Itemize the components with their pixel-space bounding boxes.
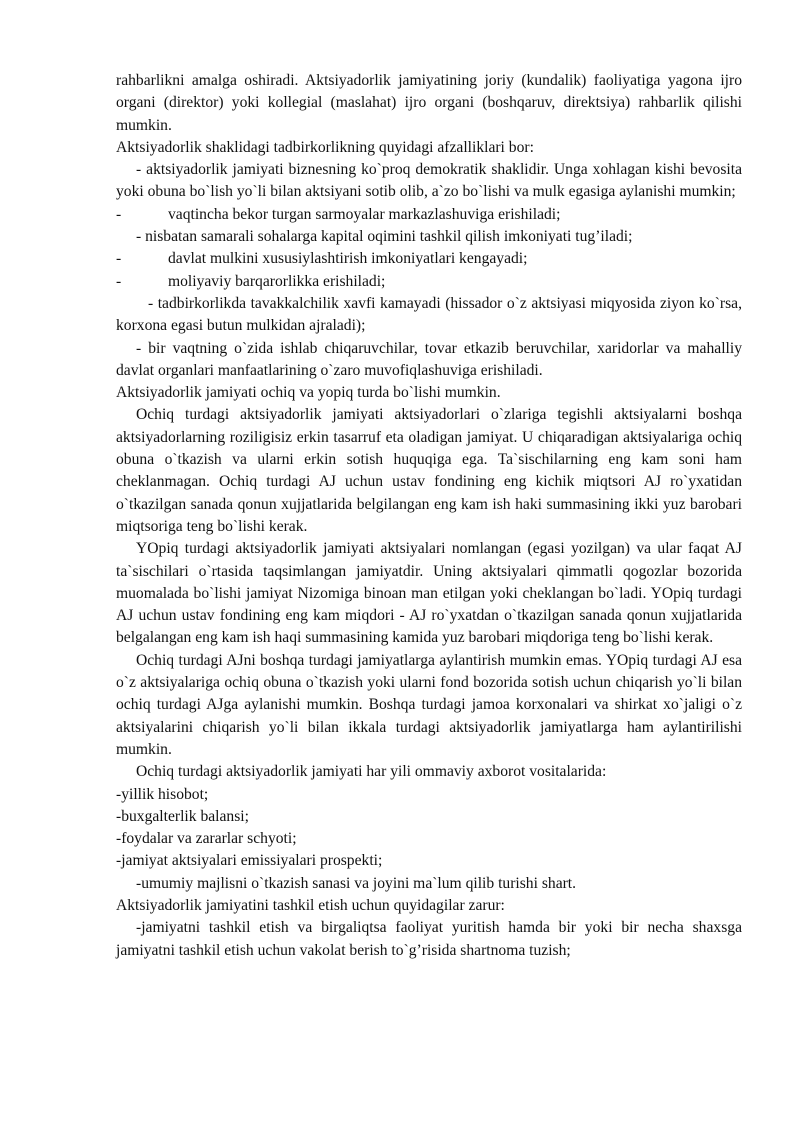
- advantage-item-capital: [116, 204, 742, 226]
- advantage-text: moliyaviy barqarorlikka erishiladi;: [168, 272, 386, 290]
- advantage-text: davlat mulkini xususiylashtirish imkoniyatlari kengayadi;: [168, 250, 528, 268]
- list-dash: -: [116, 272, 122, 290]
- disclosure-item-prospectus: -jamiyat aktsiyalari emissiyalari prospekti;: [116, 852, 383, 870]
- advantage-item-democratic: - aktsiyadorlik jamiyati biznesning ko`proq demokratik shaklidir. Unga xohlagan kishi bevosita yoki obuna bo`lish yo`li bilan aktsiyani sotib olib, a`zo bo`lishi va mulk egasiga aylanishi mumkin;: [116, 161, 742, 201]
- advantage-item-privatization: [116, 248, 742, 270]
- paragraph-open-jsc: Ochiq turdagi aktsiyadorlik jamiyati aktsiyadorlari o`zlariga tegishli aktsiyalarni boshqa aktsiyadorlarning roziligisiz erkin tasarruf eta oladigan jamiyat. U chiqaradigan aktsiyalariga ochiq obuna o`tkazish va ularni erkin sotish huquqiga ega. Ta`sischilarning eng kam soni ham cheklanmagan. Ochiq turdagi AJ uchun ustav fondining eng kichik miqtsori AJ ro`yxatidan o`tkazilgan sanada qonun xujjatlarida belgilangan eng kam ish haki summasining ikki yuz barobari miqtsoriga teng bo`lishi kerak.: [116, 406, 742, 535]
- paragraph-management: rahbarlikni amalga oshiradi. Aktsiyadorlik jamiyatining joriy (kundalik) faoliyatiga yagona ijro organi (direktor) yoki kollegial (maslahat) ijro organi (boshqaruv, direktsiya) rahbarlik qilishi mumkin.: [116, 72, 742, 134]
- paragraph-establishment: Aktsiyadorlik jamiyatini tashkil etish uchun quyidagilar zarur:: [116, 896, 505, 914]
- disclosure-item-annual-report: -yillik hisobot;: [116, 785, 209, 803]
- advantage-item-stability: [116, 271, 742, 293]
- disclosure-item-balance: -buxgalterlik balansi;: [116, 807, 249, 825]
- paragraph-agreement: -jamiyatni tashkil etish va birgaliqtsa faoliyat yuritish hamda bir yoki bir necha shaxsga jamiyatni tashkil etish uchun vakolat berish to`g’risida shartnoma tuzish;: [116, 919, 742, 959]
- advantage-item-coordination: - bir vaqtning o`zida ishlab chiqaruvchilar, tovar etkazib beruvchilar, xaridorlar va mahalliy davlat organlari manfaatlarining o`zaro muvofiqlashuviga erishiladi.: [116, 339, 742, 379]
- paragraph-closed-jsc: YOpiq turdagi aktsiyadorlik jamiyati aktsiyalari nomlangan (egasi yozilgan) va ular faqat AJ ta`sischilari o`rtasida taqsimlangan jamiyatdir. Uning aktsiyalari qimmatli qogozlar bozorida muomalada bo`lishi jamiyat Nizomiga binoan man etilgan yoki cheklangan bo`ladi. YOpiq turdagi AJ uchun ustav fondining eng kam miqdori - AJ ro`yxatdan o`tkazilgan sanada qonun xujjatlarida belgalangan eng kam ish haqi summasining kamida yuz barobari miqdoriga teng bo`lishi kerak.: [116, 540, 742, 647]
- list-dash: -: [116, 205, 122, 223]
- paragraph-advantages-intro: Aktsiyadorlik shaklidagi tadbirkorlikning quyidagi afzalliklari bor:: [116, 138, 534, 156]
- disclosure-item-meeting: -umumiy majlisni o`tkazish sanasi va joyini ma`lum qilib turishi shart.: [136, 874, 577, 892]
- advantage-item-risk: - tadbirkorlikda tavakkalchilik xavfi kamayadi (hissador o`z aktsiyasi miqyosida ziyon ko`rsa, korxona egasi butun mulkidan ajraladi);: [116, 294, 742, 335]
- disclosure-item-profit-loss: -foydalar va zararlar schyoti;: [116, 830, 297, 848]
- paragraph-disclosure: Ochiq turdagi aktsiyadorlik jamiyati har yili ommaviy axborot vositalarida:: [136, 763, 607, 781]
- paragraph-conversion: Ochiq turdagi AJni boshqa turdagi jamiyatlarga aylantirish mumkin emas. YOpiq turdagi AJ esa o`z aktsiyalariga ochiq obuna o`tkazish yoki ularni fond bozorida sotish uchun chiqarish yo`li bilan ochiq turdagi AJga aylanishi mumkin. Boshqa turdagi jamoa korxonalari va shirkat xo`jaligi o`z aktsiyalarini chiqarish yo`li bilan ikkala turdagi aktsiyadorlik jamiyatlarga ham aylantirilishi mumkin.: [116, 651, 742, 758]
- advantage-item-capital-flow: - nisbatan samarali sohalarga kapital oqimini tashkil qilish imkoniyati tug’iladi;: [136, 228, 633, 246]
- paragraph-types: Aktsiyadorlik jamiyati ochiq va yopiq turda bo`lishi mumkin.: [116, 384, 501, 402]
- document-page: [116, 70, 742, 962]
- list-dash: -: [116, 250, 122, 268]
- advantage-text: vaqtincha bekor turgan sarmoyalar markazlashuviga erishiladi;: [168, 205, 561, 223]
